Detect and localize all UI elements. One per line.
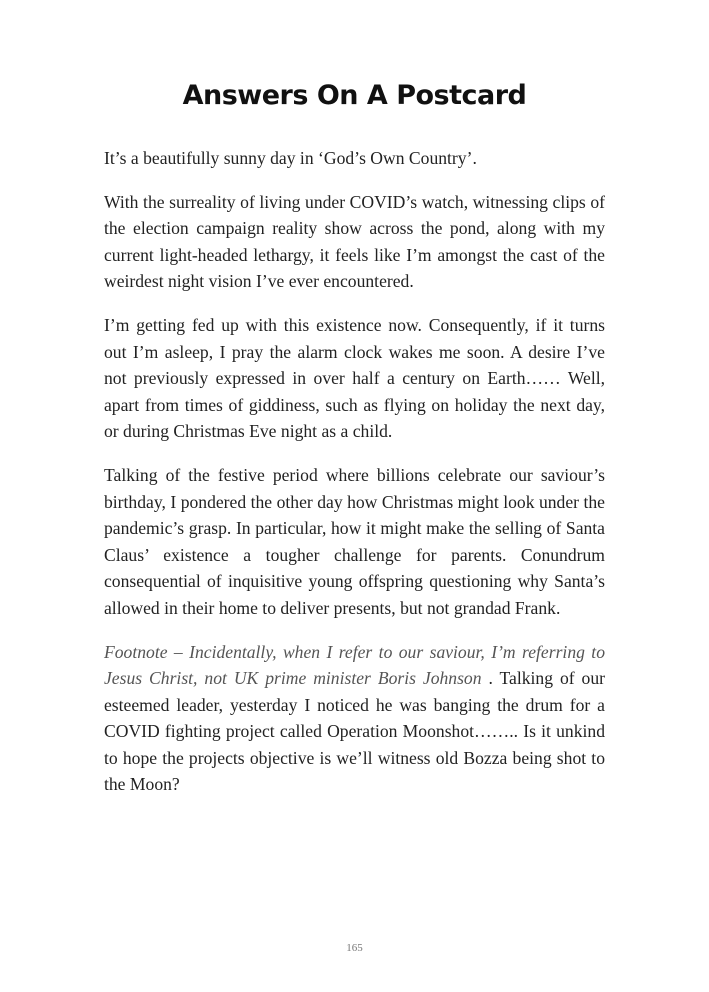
paragraph-4: Talking of the festive period where billions celebrate our saviour’s birthday, I pondered the other day how Christmas might look under the pandemic’s grasp. In particular, how it might make the selling of Santa Claus’ existence a tougher challenge for parents. Conundrum consequential of inquisitive young offspring questioning why Santa’s allowed in their home to deliver presents, but not grandad Frank. bbox=[104, 464, 605, 618]
footnote-italic: Footnote – Incidentally, when I refer to our saviour, I’m referring to Jesus Christ, not UK prime minister Boris Johnson bbox=[104, 641, 605, 689]
footnote-text: . Talking of our esteemed leader, yesterday I noticed he was banging the drum for a COVID fighting project called Operation Moonshot…….. Is it unkind to hope the projects objective is we’ll witness old Bozza being shot to the Moon? bbox=[104, 668, 605, 795]
paragraph-2: With the surreality of living under COVID’s watch, witnessing clips of the election campaign reality show across the pond, along with my current light-headed lethargy, it feels like I’m amongst the cast of the weirdest night vision I’ve ever encountered. bbox=[104, 191, 605, 292]
body-text bbox=[104, 145, 605, 815]
paragraph-1: It’s a beautifully sunny day in ‘God’s Own Country’. bbox=[104, 148, 477, 168]
footnote-paragraph bbox=[104, 639, 605, 799]
page-number: 165 bbox=[346, 942, 363, 954]
paragraph-3: I’m getting fed up with this existence now. Consequently, if it turns out I’m asleep, I pray the alarm clock wakes me soon. A desire I’ve not previously expressed in over half a century on Earth…… Well, apart from times of giddiness, such as flying on holiday the next day, or during Christmas Eve night as a child. bbox=[104, 314, 605, 442]
page-title: Answers On A Postcard bbox=[182, 80, 527, 111]
